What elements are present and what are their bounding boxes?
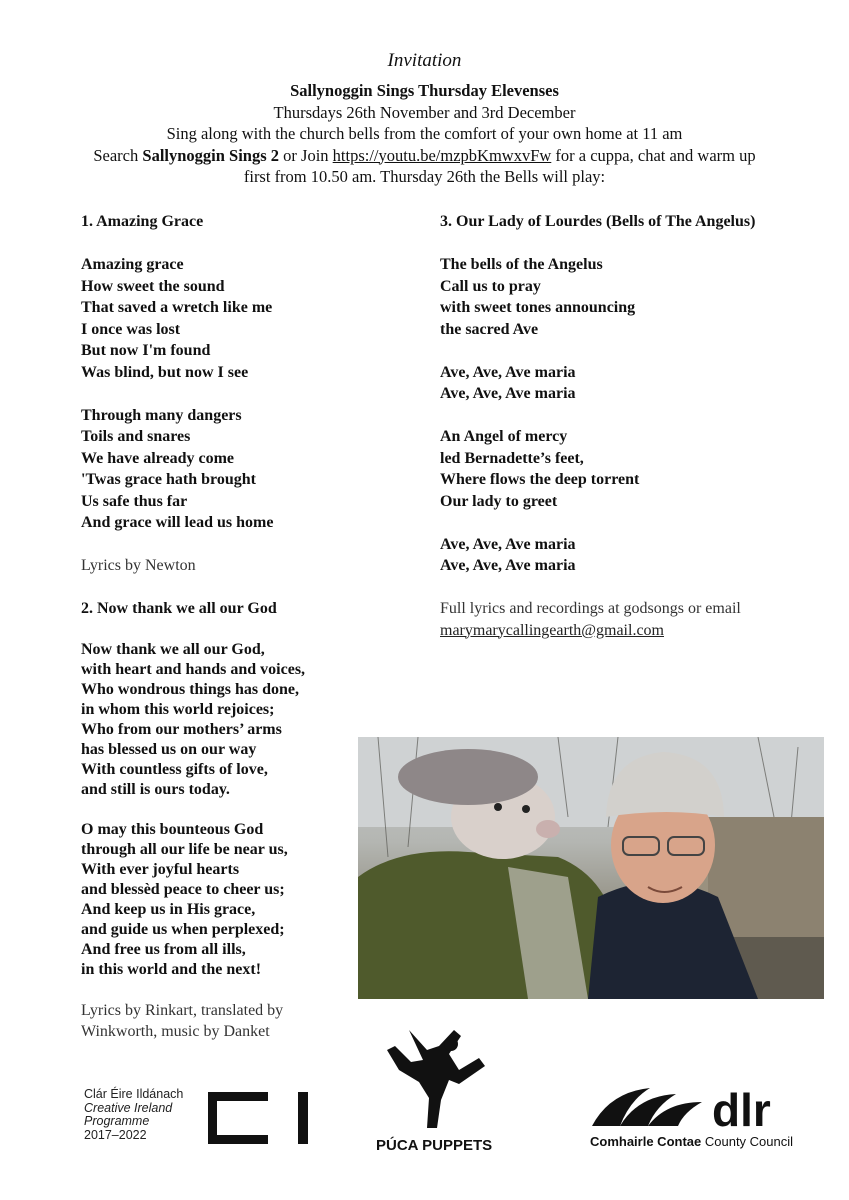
cuppa-text: for a cuppa, chat and warm up — [551, 145, 756, 165]
lyric-line: Call us to pray — [440, 277, 541, 295]
invitation-title: Invitation — [387, 50, 462, 71]
credit-line-2: Winkworth, music by Danket — [81, 1023, 270, 1040]
now-thank-stanza-1 — [81, 640, 381, 800]
dlr-mark: dlr — [712, 1084, 771, 1136]
youtube-link[interactable]: https://youtu.be/mzpbKmwxvFw — [332, 145, 552, 165]
full-lyrics-text: Full lyrics and recordings at godsongs or email — [440, 600, 741, 617]
amazing-grace-stanza-2 — [81, 405, 381, 534]
search-prefix: Search — [93, 145, 143, 165]
dlr-wave-icon — [590, 1082, 710, 1130]
puca-puppets-text: PÚCA PUPPETS — [376, 1137, 493, 1154]
lyric-line: But now I'm found — [81, 342, 211, 359]
right-column — [440, 211, 820, 641]
lyric-line: and still is ours today. — [81, 780, 230, 798]
lyric-line: With countless gifts of love, — [81, 760, 268, 778]
puppet-photo — [358, 737, 824, 999]
lyric-line: Who from our mothers’ arms — [81, 720, 282, 738]
lyric-line: Our lady to greet — [440, 492, 558, 510]
creative-ireland-years: 2017–2022 — [84, 1127, 147, 1142]
lyric-line: And grace will lead us home — [81, 514, 274, 531]
lyric-line: Toils and snares — [81, 428, 191, 445]
lyric-line: An Angel of mercy — [440, 428, 568, 445]
join-prefix: or Join — [279, 145, 333, 165]
lyric-line: has blessed us on our way — [81, 740, 257, 758]
lyric-line: Ave, Ave, Ave maria — [440, 385, 576, 402]
dlr-english: County Council — [701, 1134, 794, 1149]
search-term: Sallynoggin Sings 2 — [142, 145, 280, 165]
lyric-line: Who wondrous things has done, — [81, 680, 300, 698]
lyric-line: through all our life be near us, — [81, 840, 288, 858]
song-heading-now-thank: 2. Now thank we all our God — [81, 600, 277, 617]
lyric-line: And free us from all ills, — [81, 940, 246, 958]
lyric-line: with sweet tones announcing — [440, 299, 636, 316]
lyric-line: Ave, Ave, Ave maria — [440, 535, 576, 553]
lyric-line: That saved a wretch like me — [81, 299, 273, 316]
lyric-line: O may this bounteous God — [81, 820, 264, 838]
our-lady-stanza-2 — [440, 362, 820, 405]
dlr-irish: Comhairle Contae — [590, 1134, 702, 1149]
lyric-line: with heart and hands and voices, — [81, 660, 306, 678]
lyric-line: in this world and the next! — [81, 960, 262, 978]
invitation-header — [0, 48, 849, 188]
lyric-line: I once was lost — [81, 320, 181, 338]
lyric-line: and blessèd peace to cheer us; — [81, 880, 285, 898]
lyric-line: How sweet the sound — [81, 277, 225, 295]
lyric-line: Where flows the deep torrent — [440, 471, 640, 488]
lyric-line: Amazing grace — [81, 256, 184, 273]
creative-ireland-irish: Clár Éire Ildánach — [84, 1087, 184, 1101]
amazing-grace-credit: Lyrics by Newton — [81, 557, 196, 574]
creative-ireland-english-1: Creative Ireland — [84, 1100, 173, 1115]
lyric-line: Through many dangers — [81, 406, 242, 424]
creative-ireland-logo — [84, 1088, 183, 1142]
our-lady-stanza-1 — [440, 254, 820, 340]
song-heading-amazing-grace: 1. Amazing Grace — [81, 213, 204, 230]
lyric-line: the sacred Ave — [440, 320, 539, 338]
event-name: Sallynoggin Sings Thursday Elevenses — [290, 81, 559, 100]
lyric-line: The bells of the Angelus — [440, 256, 603, 273]
our-lady-stanza-4 — [440, 534, 820, 577]
amazing-grace-stanza-1 — [81, 254, 381, 383]
lyric-line: and guide us when perplexed; — [81, 920, 285, 938]
left-column — [81, 211, 381, 1043]
now-thank-credit — [81, 1000, 381, 1043]
our-lady-stanza-3 — [440, 426, 820, 512]
lyric-line: We have already come — [81, 449, 235, 467]
dlr-logo — [590, 1082, 793, 1149]
dlr-council-text — [590, 1134, 793, 1149]
lyric-line: And keep us in His grace, — [81, 900, 256, 918]
lyric-line: Now thank we all our God, — [81, 640, 265, 658]
search-line — [0, 145, 849, 167]
photo-illustration — [358, 737, 824, 999]
dancing-figure-icon — [379, 1020, 489, 1130]
credit-line-1: Lyrics by Rinkart, translated by — [81, 1001, 284, 1019]
first-from-text: first from 10.50 am. Thursday 26th the Bells will play: — [243, 167, 606, 186]
event-dates: Thursdays 26th November and 3rd December — [273, 102, 576, 122]
lyric-line: Us safe thus far — [81, 492, 188, 510]
lyric-line: Was blind, but now I see — [81, 363, 249, 381]
lyric-line: Ave, Ave, Ave maria — [440, 557, 576, 574]
song-heading-our-lady: 3. Our Lady of Lourdes (Bells of The Angelus) — [440, 213, 756, 230]
lyric-line: With ever joyful hearts — [81, 860, 240, 878]
creative-ireland-english-2: Programme — [84, 1114, 150, 1128]
email-link[interactable]: marymarycallingearth@gmail.com — [440, 621, 664, 639]
lyric-line: 'Twas grace hath brought — [81, 471, 256, 488]
lyric-line: led Bernadette’s feet, — [440, 449, 584, 467]
lyric-line: Ave, Ave, Ave maria — [440, 363, 576, 381]
lyric-line: in whom this world rejoices; — [81, 700, 275, 718]
puca-puppets-logo — [376, 1020, 492, 1154]
ci-logo-icon — [208, 1092, 310, 1149]
now-thank-stanza-2 — [81, 820, 381, 980]
sing-along-text: Sing along with the church bells from the comfort of your own home at 11 am — [166, 124, 683, 143]
